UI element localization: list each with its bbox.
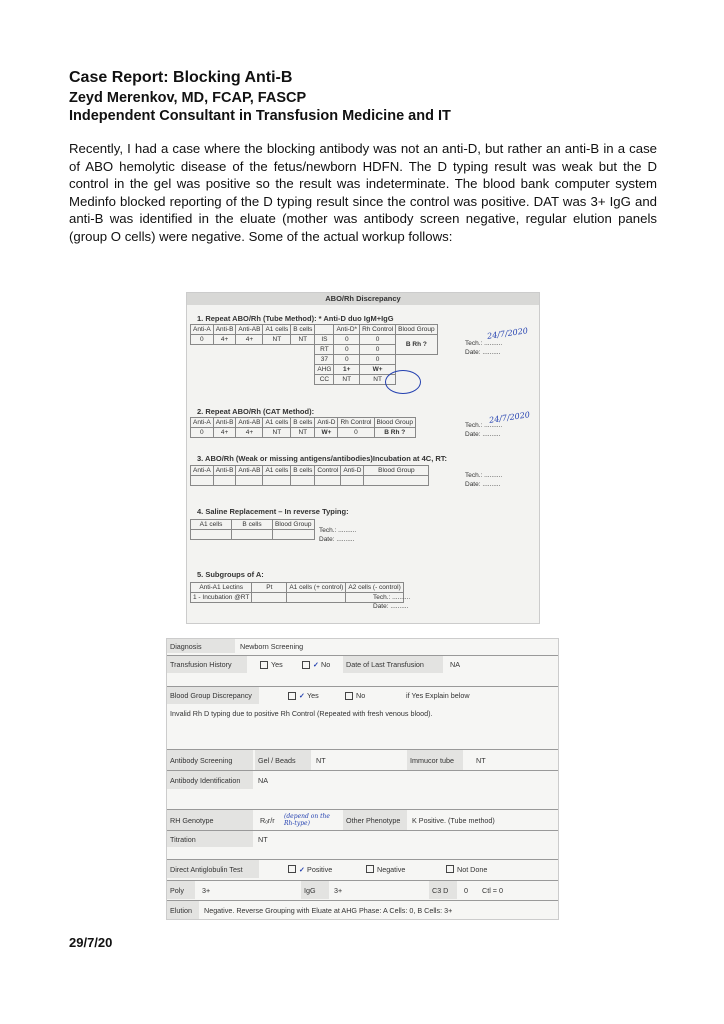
header-cell: Anti-D* bbox=[334, 325, 360, 335]
cell: 0 bbox=[338, 428, 374, 438]
header-cell: Control bbox=[315, 466, 341, 476]
newborn-workup-form bbox=[166, 638, 559, 920]
signature-1: 24/7/2020 bbox=[486, 326, 529, 341]
abo-rh-discrepancy-form bbox=[186, 292, 540, 624]
dat-positive-option bbox=[285, 860, 345, 878]
header-cell: A1 cells bbox=[191, 520, 232, 530]
affiliation-line: Independent Consultant in Transfusion Medicine and IT bbox=[69, 108, 451, 124]
header-cell: Anti-B bbox=[213, 418, 236, 428]
cell: W+ bbox=[360, 365, 396, 375]
antibody-id-row bbox=[167, 770, 558, 789]
cell: 0 bbox=[360, 335, 396, 345]
cell: 4+ bbox=[236, 335, 263, 345]
cell: 0 bbox=[334, 335, 360, 345]
gel-beads-value: NT bbox=[316, 755, 326, 765]
if-yes-text: if Yes Explain below bbox=[406, 691, 470, 700]
discrepancy-yes-option bbox=[285, 687, 325, 704]
cell: AHG bbox=[315, 365, 334, 375]
elution-row bbox=[167, 900, 558, 919]
header-cell: Pt bbox=[252, 583, 287, 593]
tech-date-block: Tech.: .......... Date: .......... bbox=[465, 340, 503, 356]
cell bbox=[191, 365, 315, 375]
option-label: No bbox=[321, 660, 331, 669]
report-title: Case Report: Blocking Anti-B bbox=[69, 69, 293, 86]
section-4-title: 4. Saline Replacement – In reverse Typing: bbox=[197, 507, 349, 516]
option-label: Yes bbox=[271, 660, 283, 669]
rh-genotype-row bbox=[167, 809, 558, 830]
igg-value: 3+ bbox=[334, 885, 343, 895]
poly-label: Poly bbox=[167, 881, 195, 899]
elution-label: Elution bbox=[167, 901, 199, 919]
tech-label: Tech.: bbox=[319, 527, 337, 534]
titration-value: NT bbox=[258, 834, 268, 844]
cell: 0 bbox=[191, 428, 214, 438]
tech-label: Tech.: bbox=[465, 422, 483, 429]
option-label: Negative bbox=[377, 864, 406, 874]
date-label: Date: bbox=[319, 536, 335, 543]
header-cell: Rh Control bbox=[338, 418, 374, 428]
header-cell: B cells bbox=[291, 418, 315, 428]
signature-2: 24/7/2020 bbox=[488, 410, 531, 425]
cat-method-table bbox=[190, 417, 416, 438]
diagnosis-row bbox=[167, 639, 558, 653]
header-cell: Anti-D bbox=[341, 466, 364, 476]
tech-date-block: Tech.: .......... Date: .......... bbox=[373, 594, 411, 610]
checkbox-icon bbox=[260, 661, 268, 669]
immucor-tube-value: NT bbox=[476, 755, 486, 765]
header-cell: Anti-A bbox=[191, 418, 214, 428]
header-cell: B cells bbox=[291, 325, 315, 335]
table-row bbox=[191, 428, 416, 438]
date-label: Date: bbox=[465, 349, 481, 356]
dat-negative-option bbox=[363, 860, 423, 878]
tech-date-block: Tech.: .......... Date: .......... bbox=[465, 422, 503, 438]
dat-label: Direct Antiglobulin Test bbox=[167, 860, 259, 878]
weak-antigen-table bbox=[190, 465, 429, 486]
cell: NT bbox=[360, 375, 396, 385]
author-line: Zeyd Merenkov, MD, FCAP, FASCP bbox=[69, 90, 307, 106]
titration-row bbox=[167, 830, 558, 847]
table-row bbox=[191, 335, 438, 345]
cell: 4+ bbox=[213, 428, 236, 438]
discrepancy-label: Blood Group Discrepancy bbox=[167, 687, 259, 704]
checkbox-icon bbox=[446, 865, 454, 873]
c3d-value: 0 bbox=[464, 885, 468, 895]
table-row bbox=[191, 355, 438, 365]
igg-label: IgG bbox=[301, 881, 329, 899]
checked-checkbox-icon bbox=[288, 692, 296, 700]
cell: NT bbox=[291, 335, 315, 345]
header-cell: A1 cells (+ control) bbox=[287, 583, 346, 593]
cell: 4+ bbox=[213, 335, 236, 345]
explanation-row bbox=[167, 705, 558, 721]
control-value: Ctl = 0 bbox=[482, 885, 503, 895]
cell: W+ bbox=[315, 428, 338, 438]
checkbox-icon bbox=[345, 692, 353, 700]
tech-label: Tech.: bbox=[465, 340, 483, 347]
section-2-title: 2. Repeat ABO/Rh (CAT Method): bbox=[197, 407, 315, 416]
rh-genotype-value: Rₒr/r bbox=[260, 815, 275, 825]
antibody-screening-label: Antibody Screening bbox=[167, 750, 253, 770]
cell: 1+ bbox=[334, 365, 360, 375]
cell: 1 - Incubation @RT bbox=[191, 593, 252, 603]
table-header-row bbox=[191, 466, 429, 476]
cell: 0 bbox=[334, 355, 360, 365]
titration-label: Titration bbox=[167, 831, 253, 847]
dat-not-done-option bbox=[443, 860, 513, 878]
cell: IS bbox=[315, 335, 334, 345]
transfusion-no-option bbox=[299, 656, 339, 673]
date-label: Date: bbox=[373, 603, 389, 610]
option-label: No bbox=[356, 691, 366, 700]
immucor-tube-label: Immucor tube bbox=[407, 750, 463, 770]
cell: 0 bbox=[360, 345, 396, 355]
cell bbox=[191, 355, 315, 365]
document-date: 29/7/20 bbox=[69, 935, 113, 950]
dat-results-row bbox=[167, 880, 558, 899]
header-cell bbox=[315, 325, 334, 335]
header-cell: Anti-B bbox=[213, 325, 236, 335]
handwritten-note: (depend on the Rh-type) bbox=[284, 813, 330, 827]
date-label: Date: bbox=[465, 481, 481, 488]
option-label: Positive bbox=[307, 864, 333, 874]
header-cell: A1 cells bbox=[263, 325, 291, 335]
header-cell: Anti-A1 Lectins bbox=[191, 583, 252, 593]
header-cell: Anti-AB bbox=[236, 325, 263, 335]
blood-group-result: B Rh ? bbox=[396, 335, 438, 355]
header-cell: Anti-D bbox=[315, 418, 338, 428]
discrepancy-row bbox=[167, 686, 558, 704]
cell: 0 bbox=[191, 335, 214, 345]
section-5-title: 5. Subgroups of A: bbox=[197, 570, 264, 579]
other-phenotype-value: K Positive. (Tube method) bbox=[412, 815, 495, 825]
cell: NT bbox=[291, 428, 315, 438]
cell bbox=[191, 345, 315, 355]
cell: 4+ bbox=[236, 428, 263, 438]
gel-beads-label: Gel / Beads bbox=[255, 750, 311, 770]
handwritten-circle bbox=[385, 370, 421, 394]
rh-genotype-label: RH Genotype bbox=[167, 810, 253, 830]
antibody-id-label: Antibody Identification bbox=[167, 771, 253, 789]
antibody-id-value: NA bbox=[258, 775, 268, 785]
poly-value: 3+ bbox=[202, 885, 211, 895]
tech-date-block: Tech.: .......... Date: .......... bbox=[319, 527, 357, 543]
cell: NT bbox=[334, 375, 360, 385]
transfusion-label: Transfusion History bbox=[167, 656, 247, 673]
cell: 0 bbox=[334, 345, 360, 355]
cell: RT bbox=[315, 345, 334, 355]
cell: 0 bbox=[360, 355, 396, 365]
header-cell: Anti-AB bbox=[236, 418, 263, 428]
header-cell: Anti-B bbox=[213, 466, 236, 476]
diagnosis-label: Diagnosis bbox=[167, 639, 235, 653]
checkmark-icon: ✓ bbox=[299, 691, 306, 700]
checkmark-icon: ✓ bbox=[313, 660, 320, 669]
header-cell: Blood Group bbox=[364, 466, 429, 476]
header-cell: B cells bbox=[232, 520, 273, 530]
checkmark-icon: ✓ bbox=[299, 864, 306, 874]
checkbox-icon bbox=[366, 865, 374, 873]
header-cell: Blood Group bbox=[273, 520, 315, 530]
checked-checkbox-icon bbox=[302, 661, 310, 669]
other-phenotype-label: Other Phenotype bbox=[343, 810, 407, 830]
table-row bbox=[191, 476, 429, 486]
header-cell: Anti-A bbox=[191, 466, 214, 476]
option-label: Not Done bbox=[457, 864, 488, 874]
last-transfusion-value: NA bbox=[450, 660, 460, 669]
checked-checkbox-icon bbox=[288, 865, 296, 873]
cell: CC bbox=[315, 375, 334, 385]
table-header-row bbox=[191, 418, 416, 428]
header-cell: A2 cells (- control) bbox=[346, 583, 403, 593]
tech-date-block: Tech.: .......... Date: .......... bbox=[465, 472, 503, 488]
saline-replacement-table bbox=[190, 519, 315, 540]
dat-row bbox=[167, 859, 558, 878]
subgroups-table bbox=[190, 582, 404, 603]
header-cell: A1 cells bbox=[263, 466, 291, 476]
header-cell: A1 cells bbox=[263, 418, 291, 428]
tech-label: Tech.: bbox=[373, 594, 391, 601]
header-cell: Anti-AB bbox=[236, 466, 263, 476]
case-description: Recently, I had a case where the blocking antibody was not an anti-D, but rather an anti-B in a case of ABO hemolytic disease of the fetus/newborn HDFN. The D typing result was weak but the D control in the gel was positive so the result was indeterminate. The blood bank computer system Medinfo blocked reporting of the D typing result since the control was positive. DAT was 3+ IgG and anti-B was identified in the eluate (mother was antibody screen negative, regular elution panels (group O cells) were negative. Some of the actual workup follows: bbox=[69, 141, 657, 244]
last-transfusion-label: Date of Last Transfusion bbox=[343, 656, 443, 673]
header-cell: B cells bbox=[291, 466, 315, 476]
transfusion-row bbox=[167, 655, 558, 673]
section-3-title: 3. ABO/Rh (Weak or missing antigens/antibodies)Incubation at 4C, RT: bbox=[197, 454, 448, 463]
table-row bbox=[191, 530, 315, 540]
cell bbox=[191, 375, 315, 385]
table-header-row bbox=[191, 520, 315, 530]
form-title: ABO/Rh Discrepancy bbox=[187, 293, 539, 305]
discrepancy-no-option bbox=[342, 687, 382, 704]
header-cell: Blood Group bbox=[396, 325, 438, 335]
cell: NT bbox=[263, 335, 291, 345]
table-header-row bbox=[191, 325, 438, 335]
explanation-text: Invalid Rh D typing due to positive Rh Control (Repeated with fresh venous blood). bbox=[170, 708, 433, 718]
table-row bbox=[191, 593, 404, 603]
transfusion-yes-option bbox=[257, 656, 297, 673]
tech-label: Tech.: bbox=[465, 472, 483, 479]
header-cell: Blood Group bbox=[374, 418, 416, 428]
elution-value: Negative. Reverse Grouping with Eluate at AHG Phase: A Cells: 0, B Cells: 3+ bbox=[204, 905, 453, 915]
c3d-label: C3 D bbox=[429, 881, 457, 899]
antibody-screening-row bbox=[167, 749, 558, 770]
section-1-title: 1. Repeat ABO/Rh (Tube Method): * Anti-D duo IgM+IgG bbox=[197, 314, 394, 323]
cell: B Rh ? bbox=[374, 428, 416, 438]
option-label: Yes bbox=[307, 691, 319, 700]
date-label: Date: bbox=[465, 431, 481, 438]
header-cell: Rh Control bbox=[360, 325, 396, 335]
cell: 37 bbox=[315, 355, 334, 365]
table-header-row bbox=[191, 583, 404, 593]
cell: NT bbox=[263, 428, 291, 438]
header-cell: Anti-A bbox=[191, 325, 214, 335]
diagnosis-value: Newborn Screening bbox=[240, 641, 304, 651]
